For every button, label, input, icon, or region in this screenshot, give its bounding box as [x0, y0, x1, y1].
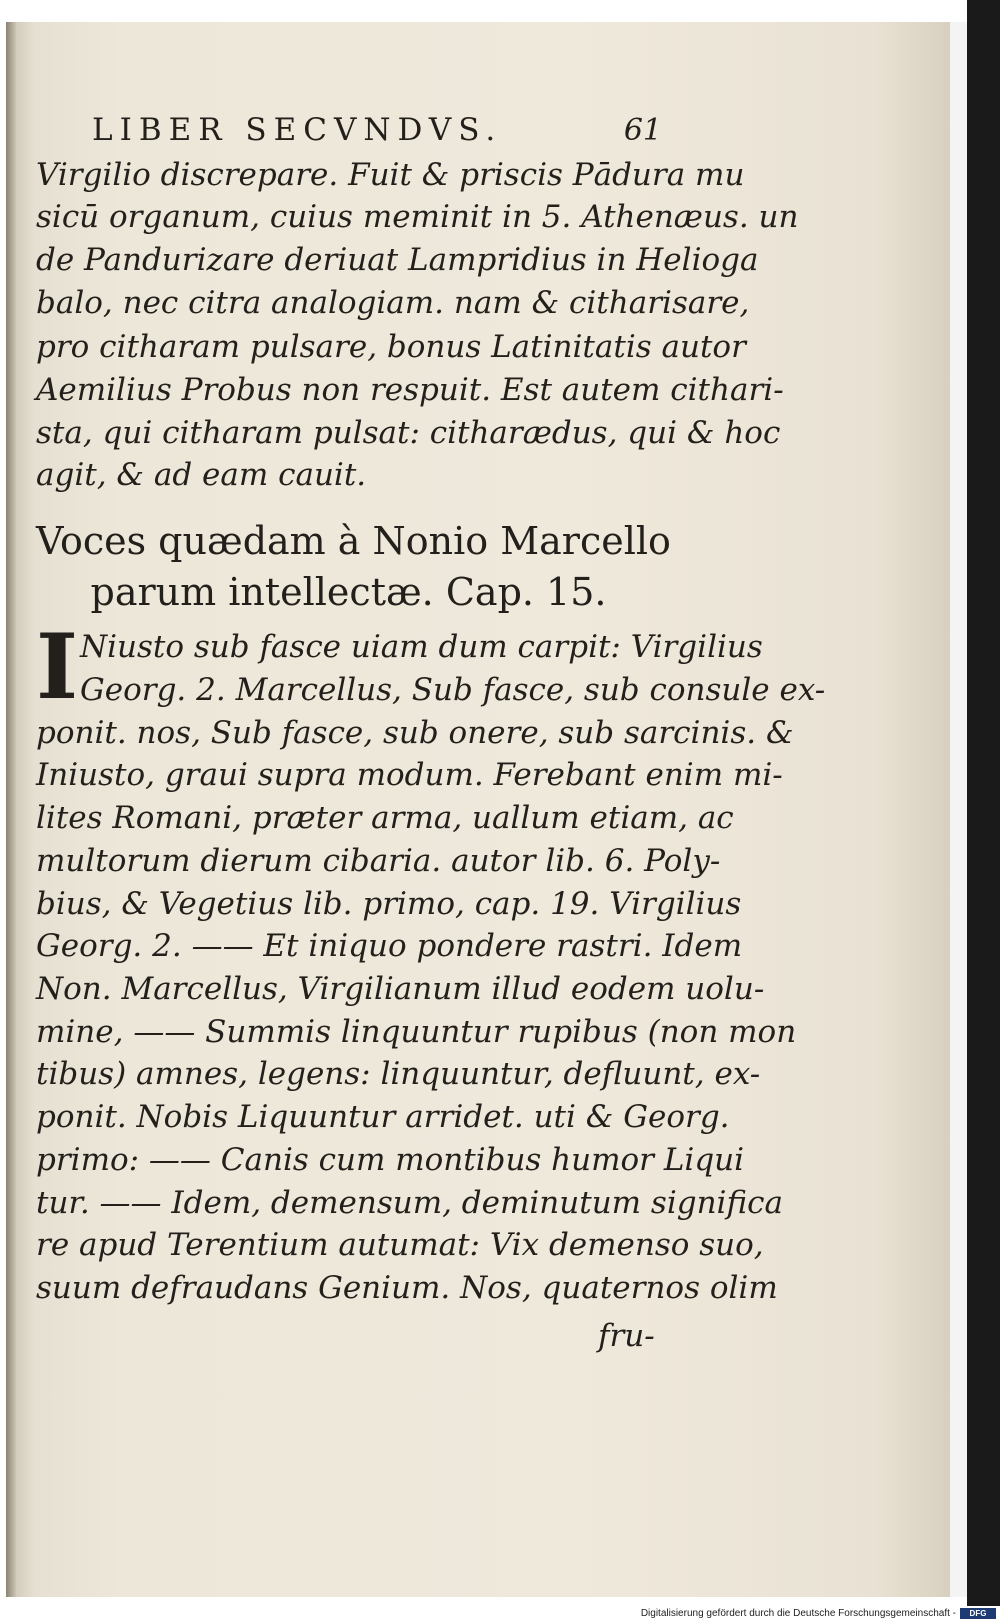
text-line: agit, & ad eam cauit. [36, 457, 367, 493]
text-line: Virgilio discrepare. Fuit & priscis Pādura mu [36, 157, 745, 193]
running-head-title: LIBER SECVNDVS. [92, 112, 503, 148]
text-line: tibus) amnes, legens: linquuntur, defluunt, ex- [36, 1056, 761, 1092]
drop-capital: I [36, 614, 79, 720]
page-gutter [6, 22, 16, 1597]
text-line: Niusto sub fasce uiam dum carpit: Virgilius [80, 629, 763, 665]
page-number: 61 [623, 113, 662, 148]
text-line: primo: —— Canis cum montibus humor Liqui [36, 1142, 745, 1178]
chapter-heading-line-2: parum intellectæ. Cap. 15. [90, 570, 607, 614]
text-line: balo, nec citra analogiam. nam & citharisare, [36, 285, 750, 321]
funding-credit: Digitalisierung gefördert durch die Deutsche Forschungsgemeinschaft - [640, 1608, 956, 1619]
text-line: bius, & Vegetius lib. primo, cap. 19. Virgilius [36, 886, 742, 922]
footer-bar [0, 1606, 1000, 1621]
text-line: suum defraudans Genium. Nos, quaternos olim [36, 1270, 778, 1306]
text-line: Georg. 2. Marcellus, Sub fasce, sub consule ex- [80, 672, 826, 708]
text-line: sicū organum, cuius meminit in 5. Athenæus. un [36, 199, 799, 235]
text-line: multorum dierum cibaria. autor lib. 6. Poly- [36, 843, 721, 879]
text-line: ponit. Nobis Liquuntur arridet. uti & Georg. [36, 1099, 730, 1135]
running-head [92, 112, 662, 148]
text-line: de Pandurizare deriuat Lampridius in Helioga [36, 242, 759, 278]
text-line: Georg. 2. —— Et iniquo pondere rastri. Idem [36, 928, 743, 964]
chapter-heading-line-1: Voces quædam à Nonio Marcello [36, 519, 671, 563]
text-line: mine, —— Summis linquuntur rupibus (non mon [36, 1014, 797, 1050]
text-line: Iniusto, graui supra modum. Ferebant enim mi- [36, 757, 783, 793]
catchword: fru- [598, 1318, 655, 1354]
text-line: pro citharam pulsare, bonus Latinitatis autor [36, 329, 746, 365]
text-line: re apud Terentium autumat: Vix demenso suo, [36, 1227, 764, 1263]
dfg-logo: DFG [960, 1608, 996, 1619]
text-line: tur. —— Idem, demensum, deminutum significa [36, 1185, 783, 1221]
text-line: sta, qui citharam pulsat: citharædus, qui & hoc [36, 415, 781, 451]
text-line: Aemilius Probus non respuit. Est autem cithari- [36, 372, 784, 408]
text-line: Non. Marcellus, Virgilianum illud eodem uolu- [36, 971, 765, 1007]
text-line: ponit. nos, Sub fasce, sub onere, sub sarcinis. & [36, 715, 794, 751]
text-line: lites Romani, præter arma, uallum etiam, ac [36, 800, 734, 836]
page-edge [950, 22, 967, 1597]
